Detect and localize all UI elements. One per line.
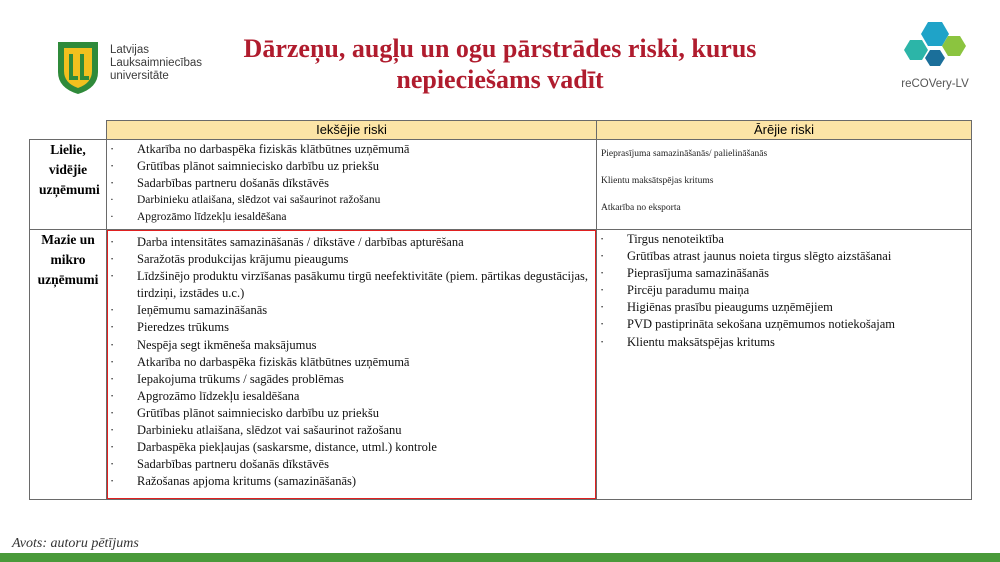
row-label-small [30, 230, 107, 500]
list-item: · Klientu maksātspējas kritums [597, 334, 971, 351]
list-item: · Sadarbības partneru došanās dīkstāvēs [107, 175, 596, 192]
list-item: · Darba intensitātes samazināšanās / dīkstāve / darbības apturēšana [107, 234, 596, 251]
large-internal-list [107, 140, 596, 226]
list-item: · Apgrozāmo līdzekļu iesaldēšana [107, 209, 596, 226]
list-item: · Pircēju paradumu maiņa [597, 282, 971, 299]
row-label-small-text: Mazie un mikro uzņēmumi [37, 232, 99, 287]
llu-emblem-icon [50, 38, 106, 96]
table-row-large [30, 140, 972, 230]
llu-line-2: Lauksaimniecības [110, 57, 203, 69]
list-item: · Pieprasījuma samazināšanās [597, 265, 971, 282]
header-internal-risks: Iekšējie riski [107, 121, 597, 140]
title-line-1: Dārzeņu, augļu un ogu pārstrādes riski, kurus [243, 34, 757, 63]
table-row-small [30, 230, 972, 500]
table-header-row [30, 121, 972, 140]
list-item: · Nespēja segt ikmēneša maksājumus [107, 337, 596, 354]
list-item: · Līdzšinējo produktu virzīšanas pasākumu tirgū neefektivitāte (piem. pārtikas degustācijas, tirdziņi, izstādes u.c.) [107, 268, 596, 302]
list-item: · Grūtības plānot saimniecisko darbību uz priekšu [107, 405, 596, 422]
footer-bar [0, 553, 1000, 562]
list-item: · Ieņēmumu samazināšanās [107, 302, 596, 319]
page-title [195, 33, 805, 95]
small-external-list [597, 230, 971, 351]
list-item: · PVD pastiprināta sekošana uzņēmumos notiekošajam [597, 316, 971, 333]
list-item: · Darbaspēka piekļaujas (saskarsme, distance, utml.) kontrole [107, 439, 596, 456]
small-external-cell [597, 230, 972, 500]
large-internal-cell [107, 140, 597, 230]
hexagon-logo-icon [890, 18, 980, 78]
header-external-risks: Ārējie riski [597, 121, 972, 140]
list-item: · Apgrozāmo līdzekļu iesaldēšana [107, 388, 596, 405]
list-item: · Grūtības atrast jaunus noieta tirgus slēgto aizstāšanai [597, 248, 971, 265]
list-item: · Atkarība no darbaspēka fiziskās klātbūtnes uzņēmumā [107, 141, 596, 158]
list-item: Klientu maksātspējas kritums [601, 176, 714, 186]
title-line-2: nepieciešams vadīt [396, 65, 604, 94]
large-external-cell [597, 140, 972, 230]
llu-line-3: universitāte [110, 70, 169, 82]
list-item: · Atkarība no darbaspēka fiziskās klātbūtnes uzņēmumā [107, 354, 596, 371]
list-item: · Grūtības plānot saimniecisko darbību uz priekšu [107, 158, 596, 175]
row-label-large-text: Lielie, vidējie uzņēmumi [39, 142, 100, 197]
list-item: · Pieredzes trūkums [107, 319, 596, 336]
risk-table [29, 120, 972, 500]
llu-name [110, 44, 202, 83]
small-internal-cell [107, 230, 597, 500]
list-item: · Tirgus nenoteiktība [597, 231, 971, 248]
header-blank-cell [30, 121, 107, 140]
list-item: · Darbinieku atlaišana, slēdzot vai sašaurinot ražošanu [107, 192, 596, 209]
list-item: Pieprasījuma samazināšanās/ palielināšanās [601, 149, 768, 159]
large-external-list [597, 140, 971, 215]
llu-line-1: Latvijas [110, 44, 149, 56]
list-item: · Ražošanas apjoma kritums (samazināšanās) [107, 473, 596, 490]
list-item: · Sadarbības partneru došanās dīkstāvēs [107, 456, 596, 473]
list-item: Atkarība no eksporta [601, 203, 681, 213]
list-item: · Iepakojuma trūkums / sagādes problēmas [107, 371, 596, 388]
recovery-logo-label: reCOVery-LV [901, 78, 969, 90]
source-caption: Avots: autoru pētījums [12, 536, 139, 551]
list-item: · Darbinieku atlaišana, slēdzot vai sašaurinot ražošanu [107, 422, 596, 439]
list-item: · Saražotās produkcijas krājumu pieaugums [107, 251, 596, 268]
small-internal-list [107, 230, 596, 490]
list-item: · Higiēnas prasību pieaugums uzņēmējiem [597, 299, 971, 316]
recovery-logo [890, 18, 980, 98]
row-label-large [30, 140, 107, 230]
